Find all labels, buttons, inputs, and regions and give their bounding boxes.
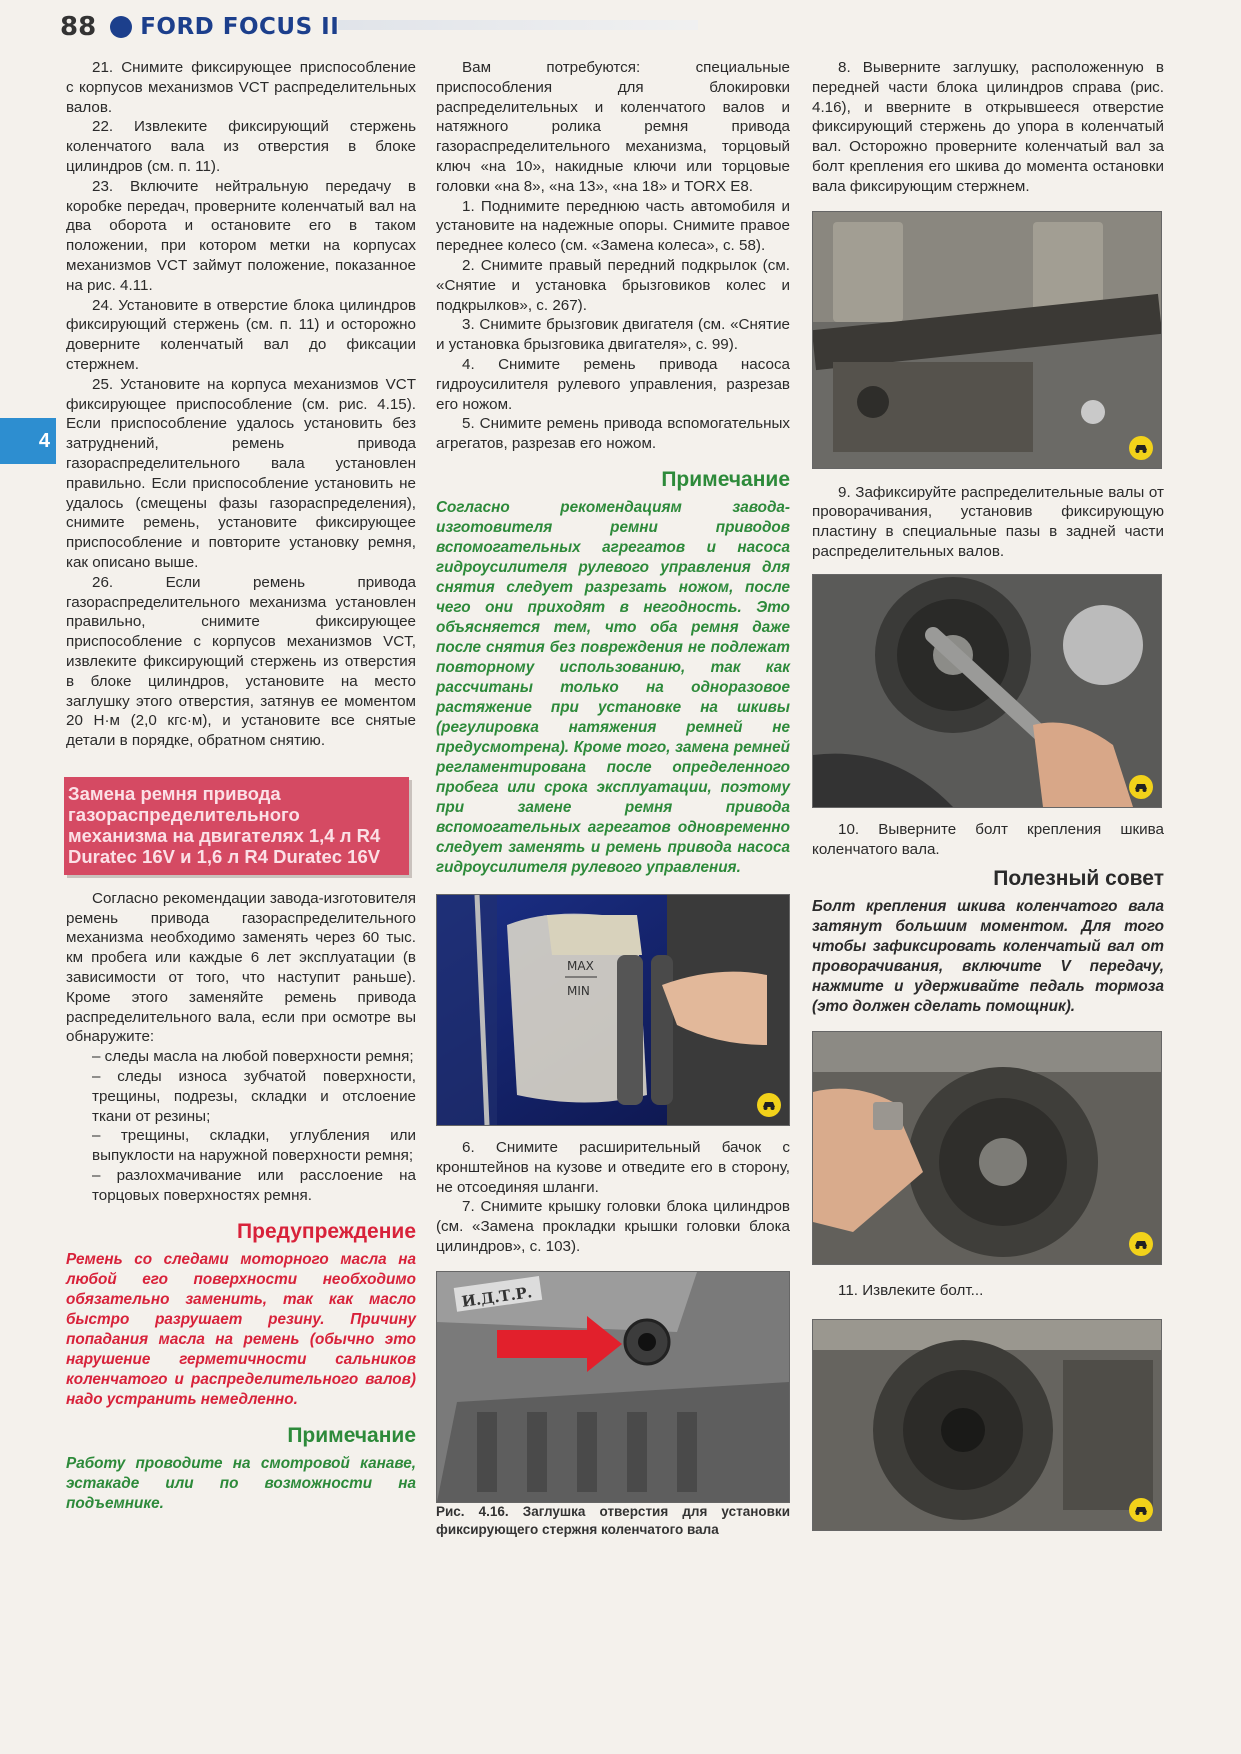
paragraph: 2. Снимите правый передний подкрылок (см. «Снятие и установка брызговиков колес и подкрылков», с. 267). — [436, 256, 790, 314]
column-3 — [812, 58, 1164, 1531]
paragraph: 21. Снимите фиксирующее приспособление с корпусов механизмов VCT распределительных валов. — [66, 59, 416, 116]
stamp-text: И.Д.Т.Р. — [460, 1282, 534, 1311]
car-icon — [1129, 436, 1153, 460]
book-title — [110, 14, 339, 40]
header-decoration — [338, 20, 698, 30]
column-2 — [436, 58, 790, 1539]
note-text: Работу проводите на смотровой канаве, эстакаде или по возможности на подъемнике. — [66, 1454, 416, 1512]
paragraph: 5. Снимите ремень привода вспомогательных агрегатов, разрезав его ножом. — [436, 415, 790, 453]
note-title: Примечание — [287, 1423, 416, 1447]
paragraph: 10. Выверните болт крепления шкива коленчатого вала. — [812, 820, 1164, 858]
expansion-tank-photo — [436, 894, 790, 1126]
pulley-wrench-illustration — [813, 575, 1161, 807]
column-1 — [66, 58, 416, 1514]
crankshaft-bolt-photo — [812, 1031, 1162, 1265]
paragraph: 9. Зафиксируйте распределительные валы от проворачивания, установив фиксирующую пластину в специальные пазы в задней части распределительных валов. — [812, 483, 1164, 560]
note-title: Примечание — [661, 467, 790, 491]
camshaft-illustration — [813, 212, 1161, 468]
camshaft-photo — [812, 211, 1162, 469]
bullet-dot-icon — [110, 16, 132, 38]
tip-title: Полезный совет — [993, 867, 1164, 891]
car-icon — [1129, 775, 1153, 799]
paragraph: 22. Извлеките фиксирующий стержень коленчатого вала из отверстия в блоке цилиндров (см. п. 11). — [66, 118, 416, 175]
tip-text: Болт крепления шкива коленчатого вала затянут большим моментом. Для того чтобы зафиксировать коленчатый вал от проворачивания, включите V передачу, нажмите и удерживайте педаль тормоза (это должен сделать помощник). — [812, 898, 1164, 1016]
max-mark: MAX — [567, 958, 594, 973]
paragraph: 3. Снимите брызговик двигателя (см. «Снятие и установка брызговика двигателя», с. 99). — [436, 316, 790, 354]
page-number: 88 — [60, 12, 97, 42]
paragraph: 6. Снимите расширительный бачок с кронштейнов на кузове и отведите его в сторону, не отсоединяя шланги. — [436, 1138, 790, 1196]
paragraph: Вам потребуются: специальные приспособления для блокировки распределительных и коленчатого валов и натяжного ролика ремня привода газораспределительного механизма, торцовый ключ «на 10», накидные ключи или торцовые головки «на 8», «на 13», «на 18» и TORX E8. — [436, 59, 790, 195]
chapter-tab: 4 — [0, 418, 56, 464]
expansion-tank-illustration — [437, 895, 789, 1125]
list-item: – следы масла на любой поверхности ремня; — [92, 1048, 414, 1066]
paragraph: 24. Установите в отверстие блока цилиндров фиксирующий стержень (см. п. 11) и осторожно доверните коленчатый вал до фиксации стержнем. — [66, 296, 416, 373]
figure-4-16-photo — [436, 1271, 790, 1503]
engine-block-illustration — [437, 1272, 789, 1502]
bolt-removed-photo — [812, 1319, 1162, 1531]
list-item: – трещины, складки, углубления или выпуклости на наружной поверхности ремня; — [92, 1127, 416, 1165]
bolt-removed-illustration — [813, 1320, 1161, 1530]
figure-caption: Рис. 4.16. Заглушка отверстия для установки фиксирующего стержня коленчатого вала — [436, 1503, 790, 1537]
paragraph: 25. Установите на корпуса механизмов VCT фиксирующее приспособление (см. рис. 4.15). Если приспособление удалось установить без затруднений, ремень привода газораспределительного вала установлен правильно. Если приспособление установить не удалось (смещены фазы газораспределения), снимите ремень, установите фиксирующее приспособление и повторите установку ремня, как описано выше. — [66, 375, 416, 571]
crankshaft-bolt-illustration — [813, 1032, 1161, 1264]
book-title-text: FORD FOCUS II — [140, 14, 340, 40]
page-header — [60, 12, 339, 42]
paragraph: 8. Выверните заглушку, расположенную в передней части блока цилиндров справа (рис. 4.16), и вверните в открывшееся отверстие фиксирующий стержень до упора в коленчатый вал. Осторожно проверните коленчатый вал за болт крепления его шкива до момента остановки вала фиксирующим стержнем. — [812, 59, 1164, 195]
paragraph: 1. Поднимите переднюю часть автомобиля и установите на надежные опоры. Снимите правое переднее колесо (см. «Замена колеса», с. 58). — [436, 197, 790, 255]
note-text: Согласно рекомендациям завода-изготовителя ремни приводов вспомогательных агрегатов и насоса гидроусилителя рулевого управления для снятия следует разрезать ножом, после чего они приходят в негодность. Это объясняется тем, что оба ремня даже после снятия без повреждения не подлежат повторному использованию, так как рассчитаны только на одноразовое растяжение при установке на шкивы (регулировка натяжения ремней не предусмотрена). Кроме того, замена ремней регламентирована после определенного пробега или срока эксплуатации, поэтому при замене ремня привода вспомогательных агрегатов одновременно следует заменять и ремень привода насоса гидроусилителя рулевого управления. — [436, 498, 790, 876]
warning-text: Ремень со следами моторного масла на любой его поверхности необходимо обязательно заменить, так как масло быстро разрушает резину. Причину попадания масла на ремень (обычно это нарушение герметичности сальников коленчатого и распределительного валов) надо устранить немедленно. — [66, 1250, 416, 1408]
paragraph: 4. Снимите ремень привода насоса гидроусилителя рулевого управления, разрезав его ножом. — [436, 355, 790, 413]
paragraph: 23. Включите нейтральную передачу в коробке передач, проверните коленчатый вал на два оборота и остановите его в таком положении, при котором метки на корпусах механизмов VCT займут положение, показанное на рис. 4.11. — [66, 177, 416, 294]
paragraph: 26. Если ремень привода газораспределительного механизма установлен правильно, снимите фиксирующее приспособление с корпусов механизмов VCT, извлеките фиксирующий стержень из отверстия в блоке цилиндров, установите на место заглушку этого отверстия, затянув ее моментом 20 Н·м (2,0 кгс·м), и установите все снятые детали в порядке, обратном снятию. — [66, 573, 416, 750]
warning-title: Предупреждение — [237, 1219, 416, 1243]
car-icon — [757, 1093, 781, 1117]
section-title: Замена ремня привода газораспределительного механизма на двигателях 1,4 л R4 Duratec 16V и 1,6 л R4 Duratec 16V — [64, 777, 409, 875]
paragraph: 11. Извлеките болт... — [838, 1282, 984, 1300]
car-icon — [1129, 1498, 1153, 1522]
min-mark: MIN — [567, 983, 590, 998]
pulley-wrench-photo — [812, 574, 1162, 808]
list-item: – разлохмачивание или расслоение на торцовых поверхностях ремня. — [92, 1167, 416, 1204]
list-item: – следы износа зубчатой поверхности, трещины, подрезы, складки и отслоение ткани от резины; — [92, 1068, 416, 1125]
paragraph: 7. Снимите крышку головки блока цилиндров (см. «Замена прокладки крышки головки блока цилиндров», с. 103). — [436, 1198, 790, 1255]
intro-paragraph: Согласно рекомендации завода-изготовителя ремень привода газораспределительного механизма необходимо заменять через 60 тыс. км пробега или каждые 6 лет эксплуатации (в зависимости от того, что наступит раньше). Кроме этого заменяйте ремень привода распределительного вала, если при осмотре вы обнаружите: — [66, 889, 416, 1046]
